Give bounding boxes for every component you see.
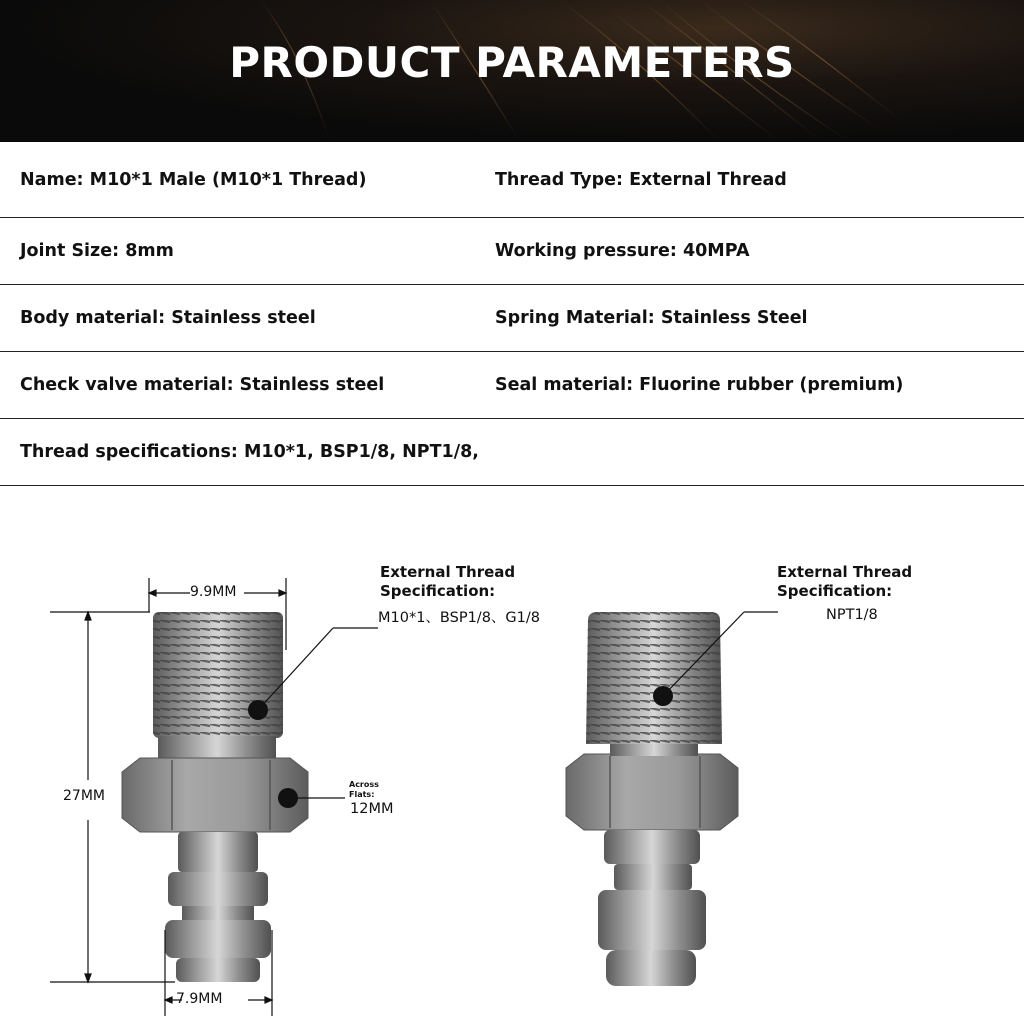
parameter-row	[0, 142, 1024, 218]
product-diagram	[0, 500, 1024, 1024]
callout-dot	[248, 700, 268, 720]
param-seal-material: Seal material: Fluorine rubber (premium)	[495, 375, 904, 395]
parameter-row	[0, 285, 1024, 352]
left-thread-spec-value: M10*1、BSP1/8、G1/8	[378, 610, 540, 626]
parameter-row	[0, 352, 1024, 419]
param-name: Name: M10*1 Male (M10*1 Thread)	[20, 169, 367, 190]
length-label: 27MM	[63, 788, 105, 804]
header-banner	[0, 0, 1024, 142]
right-fitting	[566, 612, 738, 986]
left-thread-spec-heading: External Thread Specification:	[380, 563, 516, 600]
param-body-material: Body material: Stainless steel	[20, 308, 316, 328]
callout-dot	[653, 686, 673, 706]
param-working-pressure: Working pressure: 40MPA	[495, 241, 750, 261]
thread-width-label: 9.9MM	[190, 584, 237, 600]
across-flats-value: 12MM	[350, 801, 394, 817]
page-title: PRODUCT PARAMETERS	[229, 38, 795, 87]
param-check-valve-material: Check valve material: Stainless steel	[20, 375, 385, 395]
right-thread-spec-heading: External Thread Specification:	[777, 563, 913, 600]
param-thread-specifications: Thread specifications: M10*1, BSP1/8, NPT1/8,	[20, 442, 479, 462]
param-thread-type: Thread Type: External Thread	[495, 169, 787, 190]
param-joint-size: Joint Size: 8mm	[20, 241, 174, 261]
param-spring-material: Spring Material: Stainless Steel	[495, 308, 808, 328]
tip-width-label: 7.9MM	[176, 991, 223, 1007]
parameter-table	[0, 142, 1024, 486]
callout-dot	[278, 788, 298, 808]
parameter-row	[0, 419, 1024, 486]
parameter-row	[0, 218, 1024, 285]
across-flats-label: Across Flats:	[349, 780, 379, 799]
right-thread-spec-value: NPT1/8	[826, 607, 878, 623]
